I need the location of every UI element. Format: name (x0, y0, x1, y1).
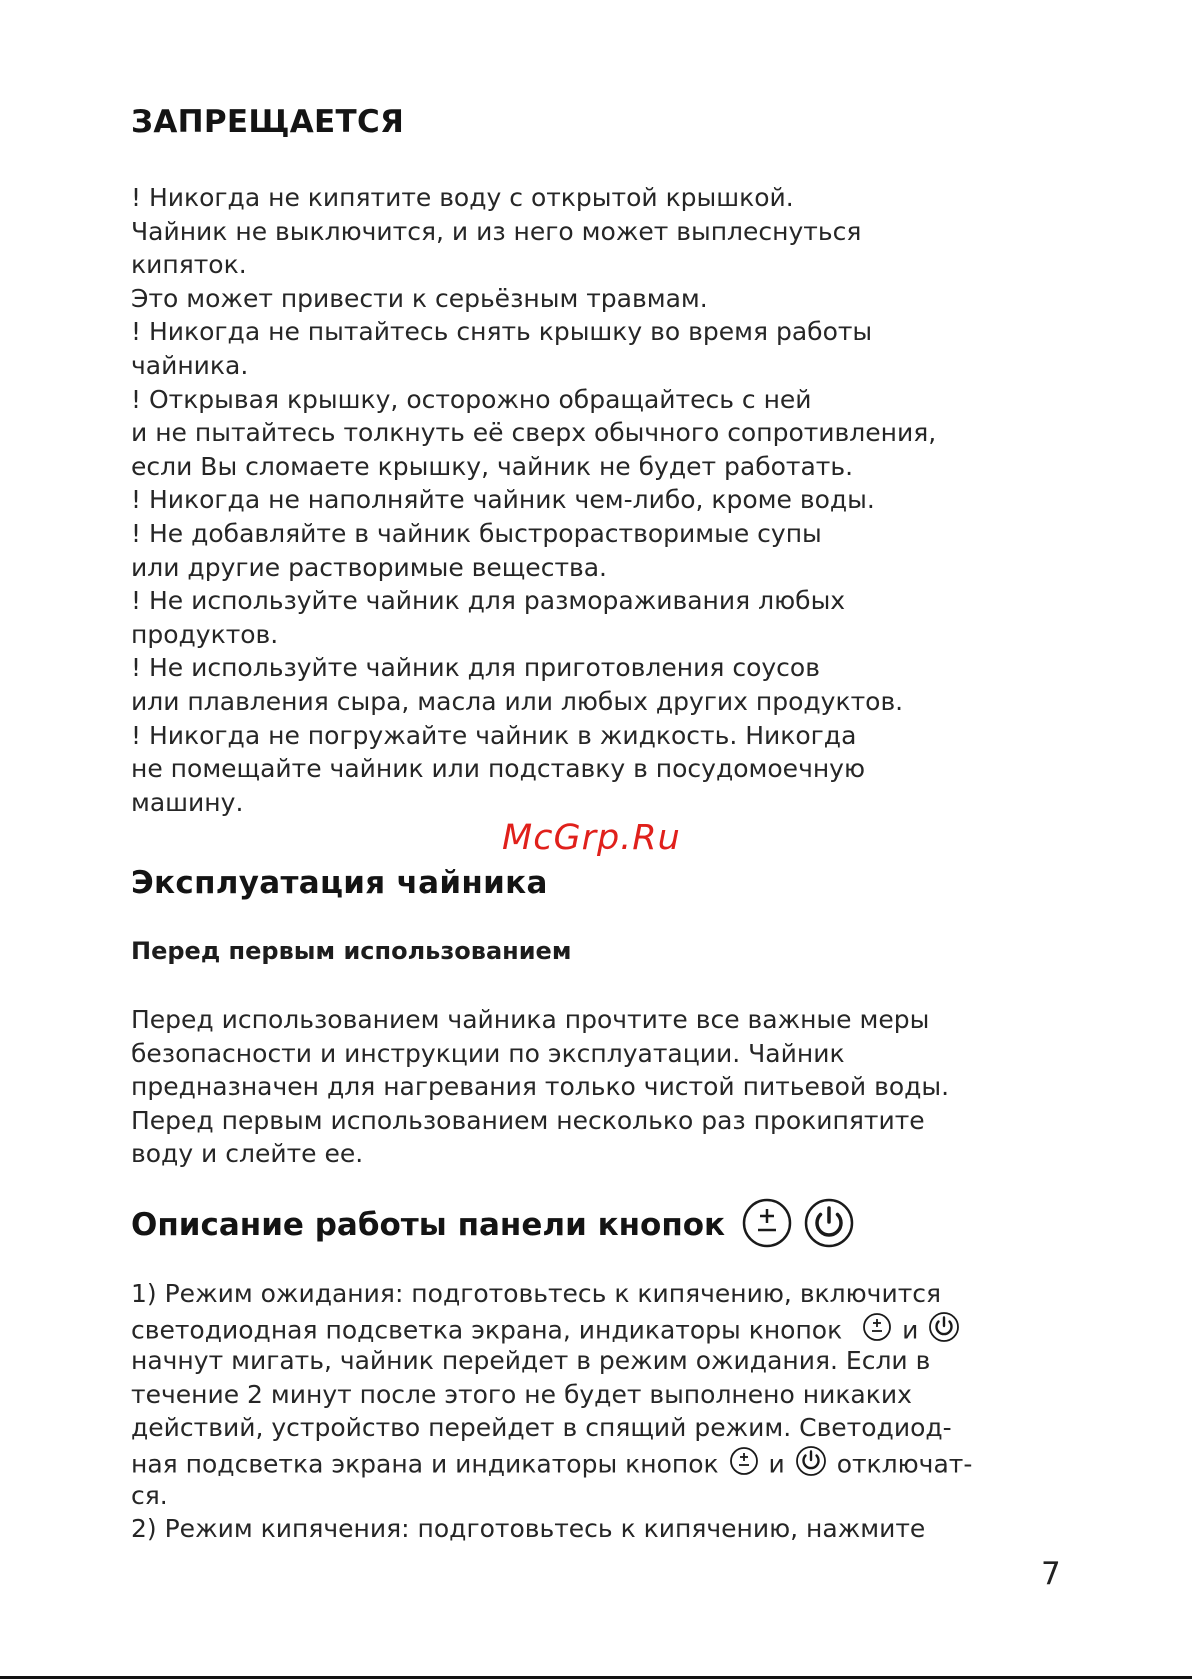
text-line: 1) Режим ожидания: подготовьтесь к кипячению, включится (131, 1279, 942, 1308)
text-line: продуктов. (131, 619, 279, 649)
text-line: Это может привести к серьёзным травмам. (131, 283, 708, 313)
text-line: чайника. (131, 350, 249, 380)
text-line-with-icons (131, 1445, 1071, 1479)
text-line: безопасности и инструкции по эксплуатации. Чайник (131, 1038, 845, 1068)
text-fragment: и (768, 1449, 785, 1479)
text-line: или плавления сыра, масла или любых других продуктов. (131, 686, 904, 716)
subsection-title-first-use: Перед первым использованием (131, 937, 572, 965)
watermark: McGrp.Ru (502, 818, 681, 858)
power-icon (795, 1445, 827, 1486)
text-line-with-icons (131, 1311, 1071, 1345)
text-line: ! Открывая крышку, осторожно обращайтесь с ней (131, 384, 812, 414)
text-line: или другие растворимые вещества. (131, 552, 608, 582)
text-line: машину. (131, 787, 244, 817)
section-title-prohibited: ЗАПРЕЩАЕТСЯ (131, 104, 405, 140)
text-line: кипяток. (131, 250, 247, 280)
text-fragment: и (902, 1314, 919, 1344)
text-fragment: ная подсветка экрана и индикаторы кнопок (131, 1449, 719, 1479)
prohibited-list (131, 181, 1071, 819)
text-line: начнут мигать, чайник перейдет в режим ожидания. Если в (131, 1346, 931, 1376)
text-line: Перед использованием чайника прочтите все важные меры (131, 1005, 930, 1034)
plus-minus-icon (729, 1446, 759, 1485)
text-fragment: отключат- (836, 1449, 973, 1479)
text-line: если Вы сломаете крышку, чайник не будет работать. (131, 451, 854, 481)
first-use-paragraph (131, 1003, 1071, 1171)
text-line: и не пытайтесь толкнуть её сверх обычного сопротивления, (131, 418, 937, 448)
text-line: ! Никогда не погружайте чайник в жидкость. Никогда (131, 720, 857, 750)
text-line: 2) Режим кипячения: подготовьтесь к кипячению, нажмите (131, 1514, 926, 1544)
text-line: течение 2 минут после этого не будет выполнено никаких (131, 1379, 912, 1409)
text-line: ! Не добавляйте в чайник быстрорастворимые супы (131, 518, 822, 548)
page-number: 7 (1041, 1556, 1061, 1592)
power-icon (803, 1197, 855, 1253)
text-line: действий, устройство перейдет в спящий режим. Светодиод- (131, 1413, 952, 1443)
text-line: Чайник не выключится, и из него может выплеснуться (131, 216, 862, 246)
text-fragment: светодиодная подсветка экрана, индикаторы кнопок (131, 1314, 843, 1344)
plus-minus-icon (741, 1197, 793, 1253)
text-line: ся. (131, 1480, 168, 1510)
text-line: Перед первым использованием несколько раз прокипятите (131, 1105, 925, 1135)
text-line: ! Никогда не пытайтесь снять крышку во время работы (131, 317, 873, 347)
button-panel-description (131, 1277, 1071, 1546)
section-title-button-panel: Описание работы панели кнопок (131, 1207, 726, 1243)
text-line: ! Не используйте чайник для приготовления соусов (131, 653, 820, 683)
text-line: ! Никогда не наполняйте чайник чем-либо, кроме воды. (131, 485, 875, 515)
text-line: не помещайте чайник или подставку в посудомоечную (131, 754, 866, 784)
text-line: предназначен для нагревания только чистой питьевой воды. (131, 1072, 950, 1102)
text-line: воду и слейте ее. (131, 1139, 364, 1169)
power-icon (928, 1311, 960, 1352)
section-title-button-panel-row (131, 1197, 855, 1253)
section-title-operation: Эксплуатация чайника (131, 865, 548, 901)
text-line: ! Никогда не кипятите воду с открытой крышкой. (131, 183, 794, 212)
text-line: ! Не используйте чайник для размораживания любых (131, 586, 846, 616)
